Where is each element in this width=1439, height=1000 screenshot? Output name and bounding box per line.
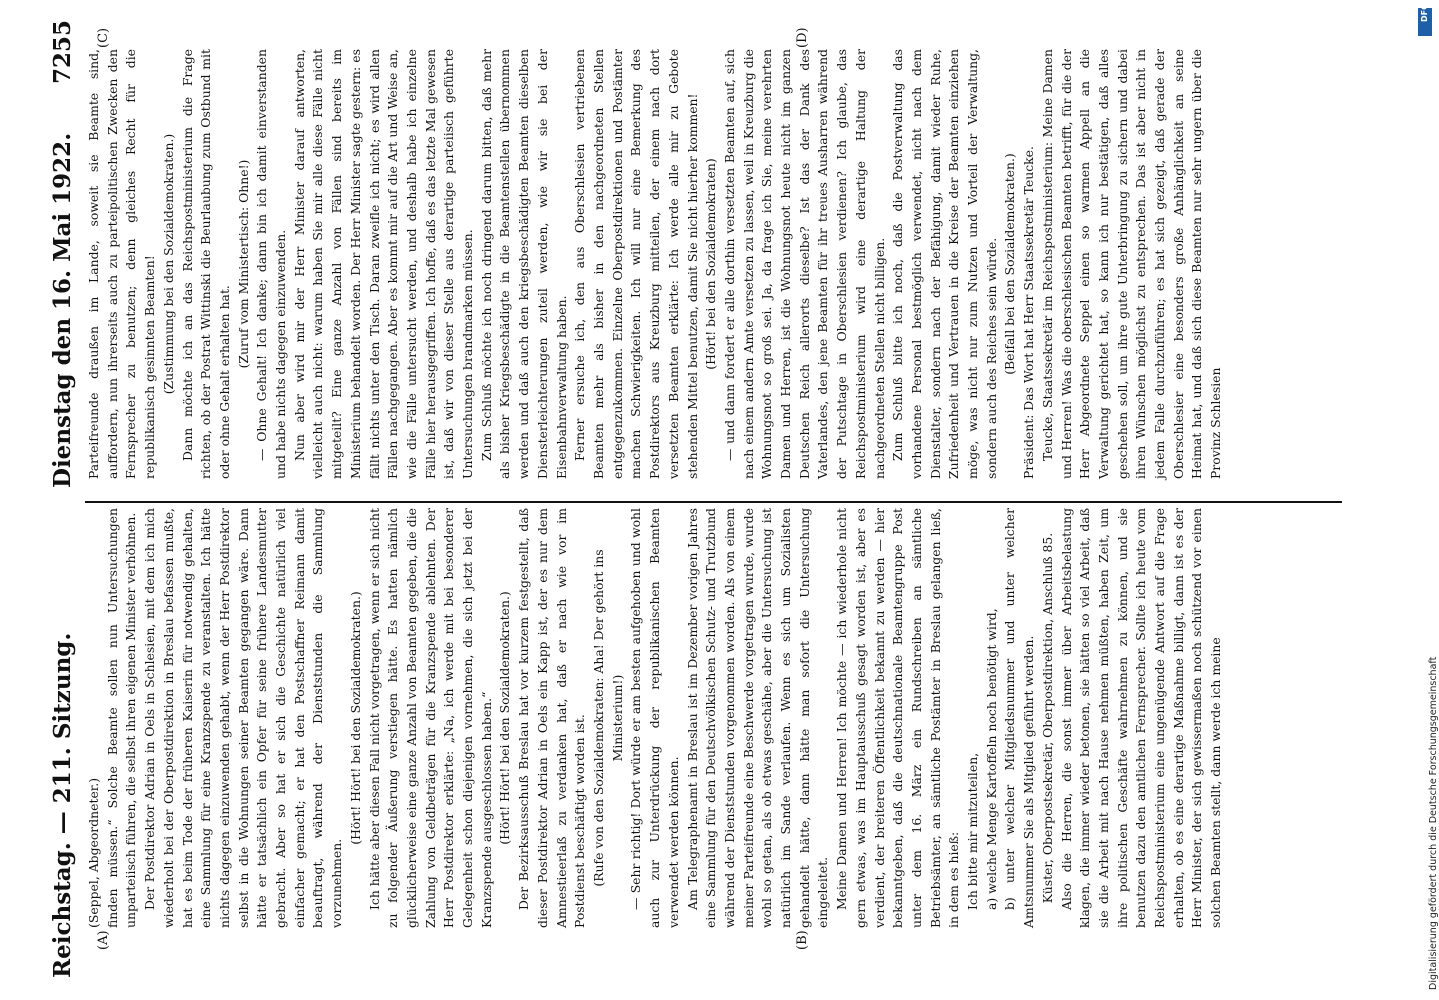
paragraph: Präsident: Das Wort hat Herr Staatssekretär Teucke.	[1021, 146, 1037, 479]
dfg-logo	[1418, 3, 1432, 36]
paragraph: finden müssen.“ Solche Beamte sollen nun Untersuchungen unparteiisch führen, die selbst ihren eigenen Minister verhöhnen.	[104, 508, 139, 928]
column-separator	[85, 501, 1342, 503]
right-text-column	[85, 49, 1226, 479]
paragraph: Ich hätte aber diesen Fall nicht vorgetragen, wenn er sich nicht zu folgender Äußerung verstiegen hätte. Es hatten nämlich glücklicherweise eine ganze Anzahl von Beamten gegeben, die die Zahlung von Geldbeträgen für die Kranzspende ablehnten. Der Herr Postdirektor erklärte: „Na, ich werde mit bei besonderer Gelegenheit schon diejenigen vornehmen, die sich jetzt bei der Kranzspende ausgeschlossen haben.“	[366, 508, 494, 928]
header-date: Dienstag den 16. Mai 1922.	[49, 132, 76, 488]
margin-marker-d: (D)	[795, 27, 810, 48]
paragraph: Der Bezirksausschuß Breslau hat vor kurzem festgestellt, daß dieser Postdirektor Adrian in Oels ein Kapp ist, der es nur dem Amnestieerlaß zu verdanken hat, daß er nach wie vor im Postdienst beschäftigt worden ist.	[516, 508, 588, 928]
paragraph: b) unter welcher Mitgliedsnummer und unter welcher Amtsnummer Sie als Mitglied geführt werden.	[1002, 508, 1037, 928]
paragraph: Ferner ersuche ich, den aus Oberschlesien vertriebenen Beamten mehr als bisher in den nachgeordneten Stellen entgegenzukommen. Einzelne Oberpostdirektionen und Postämter machen Schwierigkeiten. Ich will nur eine Bemerkung des Postdirektors aus Kreuzburg mitteilen, der einem nach dort versetzten Beamten erklärte: Ich werde alle mir zu Gebote stehenden Mittel benutzen, damit Sie nicht hierher kommen!	[572, 49, 700, 479]
paragraph: (Rufe von den Sozialdemokraten: Aha! Der gehört ins Ministerium!)	[590, 549, 625, 887]
paragraph: (Seppel, Abgeordneter.)	[86, 777, 101, 928]
paragraph: (Hört! bei den Sozialdemokraten)	[703, 158, 719, 370]
margin-marker-a: (A)	[96, 930, 111, 950]
paragraph: (Hört! Hört! bei den Sozialdemokraten.)	[347, 591, 363, 845]
paragraph: Also die Herren, die sonst immer über Arbeitsbelastung klagen, die immer wieder betonen, sie hätten so viel Arbeit, daß sie die Arbeit mit nach Hause nehmen müßten, haben Zeit, um ihre politischen Geschäfte wahrnehmen zu können, und sie benutzen dazu den amtlichen Fernsprecher. Sollte ich heute vom Reichspostministerium eine ungenügende Antwort auf die Frage erhalten, ob es eine derartige Maßnahme billigt, dann ist es der Herr Minister, der sich gewissermaßen noch schützend vor einen solchen Beamten stellt, dann werde ich meine	[1058, 508, 1224, 928]
paragraph: Parteifreunde draußen im Lande, soweit sie Beamte sind, auffordern, nun ihrerseits auch zu parteipolitischen Zwecken den Fernsprecher zu benutzen; denn gleiches Recht für die republikanisch gesinnten Beamten!	[86, 49, 158, 479]
paragraph: a) welche Menge Kartoffeln noch benötigt wird,	[983, 608, 999, 910]
digitization-credit: Digitalisierung gefördert durch die Deutsche Forschungsgemeinschaft	[1428, 656, 1439, 990]
paragraph: — und dann fordert er alle dorthin versetzten Beamten auf, sich nach einem andern Amte versetzen zu lassen, weil in Kreuzburg die Wohnungsnot so groß sei. Ja, da frage ich Sie, meine verehrten Damen und Herren, ist die Wohnungsnot heute nicht im ganzen Deutschen Reich allerorts dieselbe? Ist das der Dank des Vaterlandes, den jene Beamten für ihr treues Ausharren während der Putschtage in Oberschlesien verdienen? Ich glaube, das Reichspostministerium wird eine derartige Haltung der nachgeordneten Stellen nicht billigen.	[721, 49, 887, 479]
paragraph: Der Postdirektor Adrian in Oels in Schlesien, mit dem ich mich wiederholt bei der Oberpostdirektion in Breslau befassen mußte, hat es beim Tode der früheren Kaiserin für notwendig gehalten, eine Sammlung für eine Kranzspende zu veranstalten. Ich hätte nichts dagegen einzuwenden gehabt, wenn der Herr Postdirektor selbst in die Wohnungen seiner Beamten gegangen wäre. Dann hätte er tatsächlich ein Opfer für seine frühere Landesmutter gebracht. Aber so hat er sich die Geschichte natürlich viel einfacher gemacht; er hat den Postschaffner Reimann damit beauftragt, während der Dienststunden die Sammlung vorzunehmen.	[142, 508, 345, 928]
paragraph: Ich bitte mir mitzuteilen,	[965, 752, 981, 910]
paragraph: (Zuruf vom Ministertisch: Ohne!)	[235, 159, 251, 369]
margin-marker-c: (C)	[96, 27, 111, 48]
paragraph: — Sehr richtig! Dort würde er am besten aufgehoben und wohl auch zur Unterdrückung der republikanischen Beamten verwendet werden können.	[628, 508, 681, 928]
paragraph: Zum Schluß möchte ich noch dringend darum bitten, daß mehr als bisher Kriegsbeschädigte in die Beamtenstellen übernommen werden und daß auch den kriegsbeschädigten Beamten dieselben Diensterleichterungen zuteil werden, wie wir sie bei der Eisenbahnverwaltung haben.	[478, 49, 569, 479]
dfg-logo-text: DFG	[1420, 3, 1429, 22]
paragraph: (Beifall bei den Sozialdemokraten.)	[1002, 153, 1018, 375]
paragraph: Dann möchte ich an das Reichspostministerium die Frage richten, ob der Postrat Wittinski die Beurlaubung zum Ostbund mit oder ohne Gehalt erhalten hat.	[179, 49, 232, 479]
paragraph: Am Telegraphenamt in Breslau ist im Dezember vorigen Jahres eine Sammlung für den Deutschvölkischen Schutz- und Trutzbund während der Dienststunden vorgenommen worden. Als von einem meiner Parteifreunde eine Beschwerde vorgetragen wurde, wurde wohl so getan, als ob etwas geschähe, aber die Untersuchung ist natürlich im Sande verlaufen. Wenn es sich um Sozialisten gehandelt hätte, dann hätte man sofort die Untersuchung eingeleitet.	[684, 508, 831, 928]
paragraph: Nun aber wird mir der Herr Minister darauf antworten, vielleicht auch nicht: warum haben Sie mir alle diese Fälle nicht mitgeteilt? Eine ganze Anzahl von Fällen sind bereits im Ministerium behandelt worden. Der Herr Minister sagte gestern: es fällt nichts unter den Tisch. Daran zweifle ich nicht; es wird allen Fällen nachgegangen. Aber es kommt mir auf die Art und Weise an, wie die Fälle untersucht werden, und deshalb habe ich einzelne Fälle hier herausgegriffen. Ich hoffe, daß es das letzte Mal gewesen ist, daß wir von dieser Stelle aus derartige parteiisch geführte Untersuchungen brandmarken müssen.	[291, 49, 476, 479]
header-left: Reichstag. — 211. Sitzung.	[49, 632, 76, 978]
page-number: 7255	[49, 20, 76, 85]
margin-marker-b: (B)	[795, 930, 810, 950]
left-text-column	[85, 508, 1226, 928]
paragraph: Zum Schluß bitte ich noch, daß die Postverwaltung das vorhandene Personal bestmöglich verwendet, nicht nach dem Dienstalter, sondern nach der Befähigung, damit wieder Ruhe, Zufriedenheit und Vertrauen in die Kreise der Beamten einziehen möge, was nicht nur zum Nutzen und Vorteil der Verwaltung, sondern auch des Reiches sein würde.	[890, 49, 999, 479]
paragraph: (Hört! Hört! bei den Sozialdemokraten.)	[497, 591, 513, 845]
paragraph: — Ohne Gehalt! Ich danke; dann bin ich damit einverstanden und habe nichts dagegen einzuwenden.	[254, 49, 289, 479]
paragraph: Meine Damen und Herren! Ich möchte — ich wiederhole nicht gern etwas, was im Hauptausschuß gesagt worden ist, aber es verdient, der breiteren Öffentlichkeit bekannt zu werden — hier bekanntgeben, daß die deutschnationale Beamtengruppe Post unter dem 16. März ein Rundschreiben an sämtliche Betriebsämter, an sämtliche Postämter in Breslau gelangen ließ, in dem es hieß:	[834, 508, 962, 928]
running-header	[48, 20, 78, 978]
paragraph: Küster, Oberpostsekretär, Oberpostdirektion, Anschluß 85.	[1039, 532, 1055, 904]
paragraph: Teucke, Staatssekretär im Reichspostministerium: Meine Damen und Herren! Was die oberschlesischen Beamten betrifft, für die der Herr Abgeordnete Seppel einen so warmen Appell an die Verwaltung gerichtet hat, so kann ich nur bestätigen, daß alles geschehen soll, um ihre gute Unterbringung zu sichern und dabei ihren Wünschen möglichst zu entsprechen. Das ist aber nicht in jedem Falle durchzuführen; es hat sich gezeigt, daß gerade der Oberschlesier eine besonders große Anhänglichkeit an seine Heimat hat, und daß sich diese Beamten nur sehr ungern über die Provinz Schlesien	[1039, 49, 1224, 479]
paragraph: (Zustimmung bei den Sozialdemokraten.)	[160, 133, 176, 395]
